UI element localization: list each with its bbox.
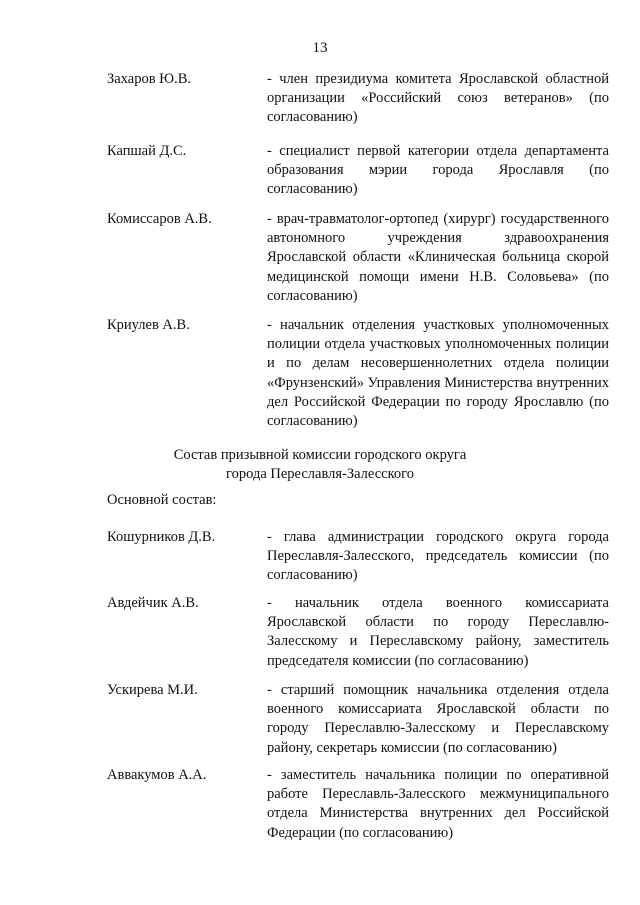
member-description: - глава администрации городского округа города Переславля-Залесского, председатель комиссии (по согласованию) [267, 529, 609, 584]
member-name: Авдейчик А.В. [107, 595, 199, 611]
member-entry [107, 681, 609, 758]
member-name: Капшай Д.С. [107, 143, 187, 159]
member-name: Захаров Ю.В. [107, 71, 191, 87]
member-name: Криулев А.В. [107, 317, 190, 333]
member-entry [107, 142, 609, 200]
section-subtitle: Основной состав: [107, 492, 217, 508]
member-name: Аввакумов А.А. [107, 767, 207, 783]
member-name: Кошурников Д.В. [107, 529, 216, 545]
member-description: - начальник отдела военного комиссариата Ярославской области по городу Переславлю-Залесскому и Переславскому району, заместитель председателя комиссии (по согласованию) [267, 595, 609, 669]
member-description: - специалист первой категории отдела департамента образования мэрии города Ярославля (по согласованию) [267, 143, 609, 198]
section-title-line-1: Состав призывной комиссии городского округа [173, 447, 467, 463]
member-entry [107, 210, 609, 306]
member-description: - старший помощник начальника отделения отдела военного комиссариата Ярославской области по городу Переславлю-Залесскому и Переславскому району, секретарь комиссии (по согласованию) [267, 682, 609, 756]
member-entry [107, 528, 609, 586]
section-title-line-2: города Переславля-Залесского [226, 466, 414, 482]
member-entry [107, 70, 609, 128]
member-entry [107, 766, 609, 843]
member-entry [107, 316, 609, 431]
member-name: Ускирева М.И. [107, 682, 198, 698]
member-description: - врач-травматолог-ортопед (хирург) государственного автономного учреждения здравоохранения Ярославской области «Клиническая больница скорой медицинской помощи имени Н.В. Соловьева» (по согласованию) [267, 211, 609, 304]
member-entry [107, 594, 609, 671]
member-description: - член президиума комитета Ярославской областной организации «Российский союз ветеранов» (по согласованию) [267, 71, 609, 126]
member-description: - заместитель начальника полиции по оперативной работе Переславль-Залесского межмуниципального отдела Министерства внутренних дел Российской Федерации (по согласованию) [267, 767, 609, 841]
member-description: - начальник отделения участковых уполномоченных полиции отдела участковых уполномоченных полиции и по делам несовершеннолетних отдела полиции «Фрунзенский» Управления Министерства внутренних дел Российской Федерации по городу Ярославлю (по согласованию) [267, 317, 609, 430]
member-name: Комиссаров А.В. [107, 211, 212, 227]
page-number: 13 [312, 40, 328, 56]
